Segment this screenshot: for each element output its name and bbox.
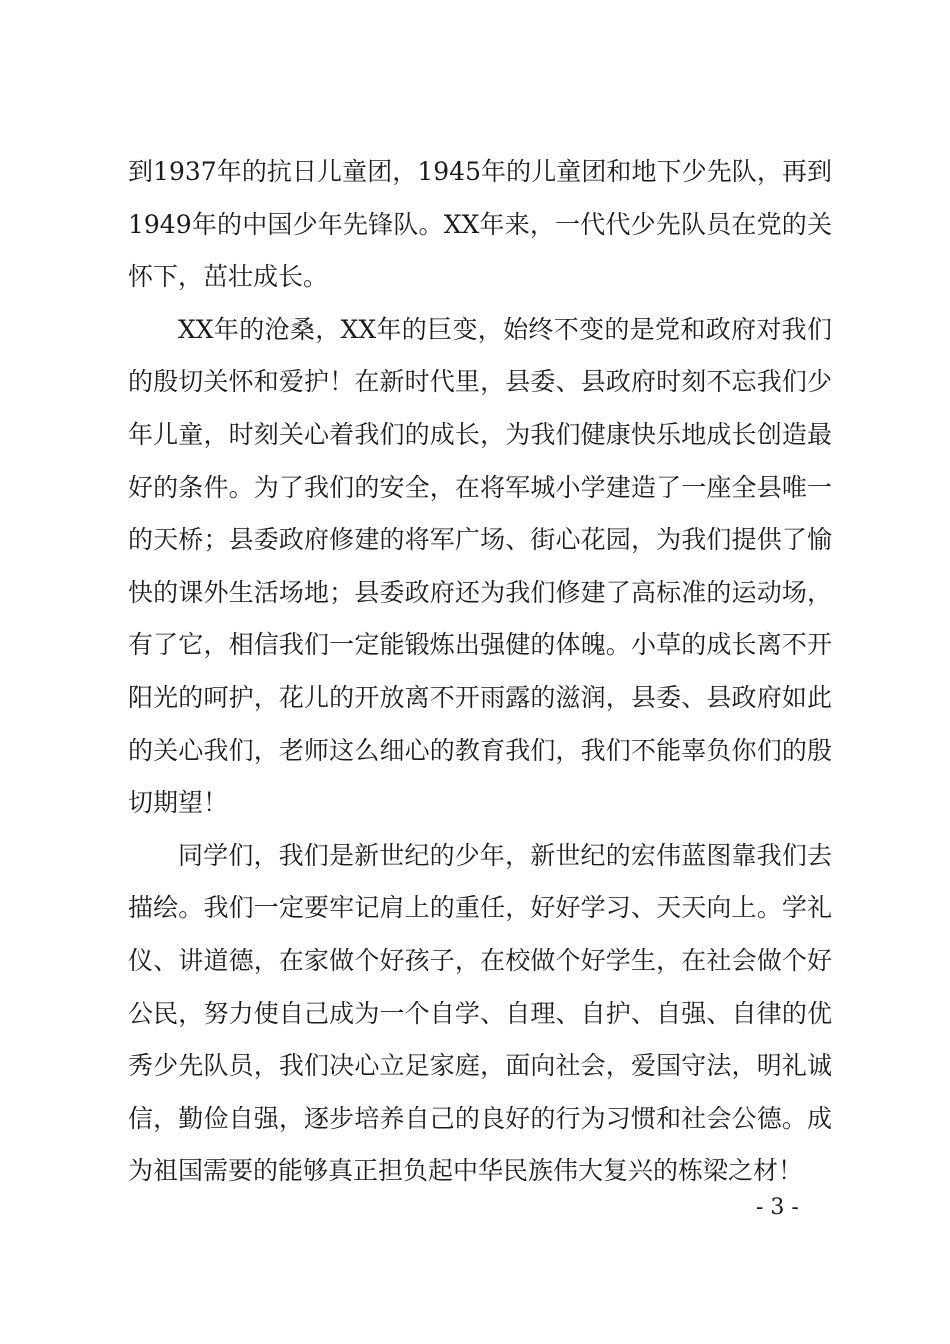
paragraph-pledge: 同学们，我们是新世纪的少年，新世纪的宏伟蓝图靠我们去描绘。我们一定要牢记肩上的重任，好好学习、天天向上。学礼仪、讲道德，在家做个好孩子，在校做个好学生，在社会做个好公民，努力使自己成为一个自学、自理、自护、自强、自律的优秀少先队员，我们决心立足家庭，面向社会，爱国守法，明礼诚信，勤俭自强，逐步培养自己的良好的行为习惯和社会公德。成为祖国需要的能够真正担负起中华民族伟大复兴的栋梁之材！ (128, 840, 832, 1186)
paragraph-continued: 到1937年的抗日儿童团，1945年的儿童团和地下少先队，再到1949年的中国少年先锋队。XX年来，一代代少先队员在党的关怀下，茁壮成长。 (128, 157, 832, 292)
page-number: - 3 - (756, 1195, 799, 1220)
document-body (128, 146, 832, 1198)
paragraph-party-care: XX年的沧桑，XX年的巨变，始终不变的是党和政府对我们的殷切关怀和爱护！在新时代里，县委、县政府时刻不忘我们少年儿童，时刻关心着我们的成长，为我们健康快乐地成长创造最好的条件。为了我们的安全，在将军城小学建造了一座全县唯一的天桥；县委政府修建的将军广场、街心花园，为我们提供了愉快的课外生活场地；县委政府还为我们修建了高标准的运动场，有了它，相信我们一定能锻炼出强健的体魄。小草的成长离不开阳光的呵护，花儿的开放离不开雨露的滋润，县委、县政府如此的关心我们，老师这么细心的教育我们，我们不能辜负你们的殷切期望！ (128, 314, 832, 818)
